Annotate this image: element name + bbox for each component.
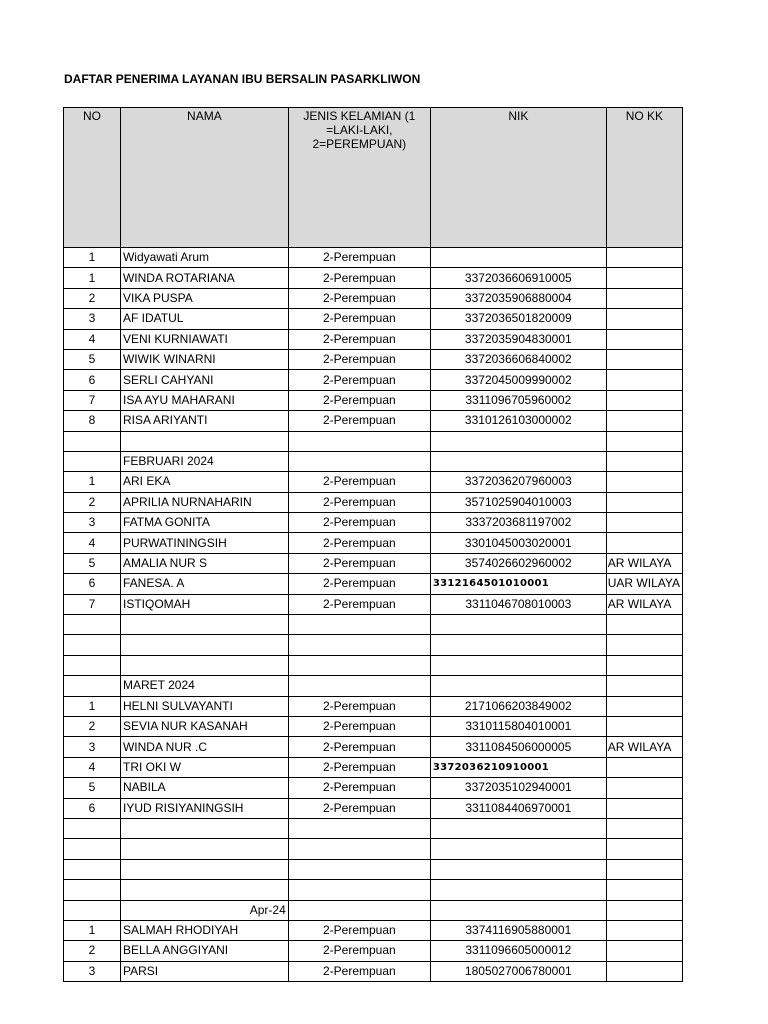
- cell-nama[interactable]: AMALIA NUR S: [120, 553, 288, 573]
- cell-no[interactable]: 1: [64, 920, 121, 940]
- cell-no[interactable]: 3: [64, 737, 121, 757]
- cell-jenis-kelamin[interactable]: 2-Perempuan: [288, 737, 430, 757]
- cell-nama[interactable]: [120, 615, 288, 635]
- cell-jenis-kelamin[interactable]: 2-Perempuan: [288, 513, 430, 533]
- cell-nama[interactable]: VIKA PUSPA: [120, 288, 288, 308]
- cell-nik[interactable]: 3372036606910005: [430, 268, 606, 288]
- table-row: [64, 390, 683, 410]
- cell-jenis-kelamin[interactable]: 2-Perempuan: [288, 288, 430, 308]
- cell-no[interactable]: 8: [64, 411, 121, 431]
- cell-jenis-kelamin[interactable]: 2-Perempuan: [288, 492, 430, 512]
- cell-no-kk[interactable]: [606, 778, 682, 798]
- cell-no[interactable]: 1: [64, 268, 121, 288]
- cell-nama[interactable]: [120, 839, 288, 859]
- cell-jenis-kelamin[interactable]: [288, 676, 430, 696]
- table-row: [64, 513, 683, 533]
- cell-nama[interactable]: HELNI SULVAYANTI: [120, 696, 288, 716]
- cell-no-kk[interactable]: [606, 288, 682, 308]
- cell-no[interactable]: [64, 676, 121, 696]
- cell-jenis-kelamin[interactable]: 2-Perempuan: [288, 248, 430, 268]
- cell-no[interactable]: 3: [64, 513, 121, 533]
- cell-jenis-kelamin[interactable]: 2-Perempuan: [288, 329, 430, 349]
- table-row: [64, 880, 683, 900]
- cell-nama[interactable]: SALMAH RHODIYAH: [120, 920, 288, 940]
- cell-no[interactable]: [64, 859, 121, 879]
- cell-nama[interactable]: [120, 431, 288, 451]
- table-row: [64, 248, 683, 268]
- cell-nik[interactable]: 3312164501010001: [430, 574, 606, 594]
- cell-no[interactable]: 1: [64, 472, 121, 492]
- table-row: [64, 737, 683, 757]
- cell-nik[interactable]: 2171066203849002: [430, 696, 606, 716]
- cell-jenis-kelamin[interactable]: [288, 655, 430, 675]
- cell-nama[interactable]: ARI EKA: [120, 472, 288, 492]
- cell-jenis-kelamin[interactable]: 2-Perempuan: [288, 778, 430, 798]
- cell-nama[interactable]: WINDA ROTARIANA: [120, 268, 288, 288]
- table-row: [64, 716, 683, 736]
- table-row: [64, 818, 683, 838]
- cell-no-kk[interactable]: [606, 920, 682, 940]
- cell-nik[interactable]: 3301045003020001: [430, 533, 606, 553]
- cell-nama[interactable]: AF IDATUL: [120, 309, 288, 329]
- cell-nama[interactable]: [120, 655, 288, 675]
- cell-no[interactable]: [64, 655, 121, 675]
- cell-nik[interactable]: 3372045009990002: [430, 370, 606, 390]
- cell-no-kk[interactable]: [606, 492, 682, 512]
- cell-nik[interactable]: [430, 635, 606, 655]
- cell-nama[interactable]: WINDA NUR .C: [120, 737, 288, 757]
- cell-nik[interactable]: 3310126103000002: [430, 411, 606, 431]
- cell-nama[interactable]: VENI KURNIAWATI: [120, 329, 288, 349]
- cell-nik[interactable]: 3372036207960003: [430, 472, 606, 492]
- cell-jenis-kelamin[interactable]: [288, 900, 430, 920]
- cell-no-kk[interactable]: [606, 961, 682, 981]
- cell-no[interactable]: 4: [64, 533, 121, 553]
- cell-no-kk[interactable]: [606, 248, 682, 268]
- cell-jenis-kelamin[interactable]: 2-Perempuan: [288, 961, 430, 981]
- cell-nama[interactable]: SERLI CAHYANI: [120, 370, 288, 390]
- cell-nama[interactable]: [120, 859, 288, 879]
- cell-nik[interactable]: 3372036501820009: [430, 309, 606, 329]
- cell-nik[interactable]: [430, 655, 606, 675]
- table-row: [64, 329, 683, 349]
- cell-no-kk[interactable]: [606, 880, 682, 900]
- cell-nama[interactable]: ISA AYU MAHARANI: [120, 390, 288, 410]
- cell-nama[interactable]: NABILA: [120, 778, 288, 798]
- cell-jenis-kelamin[interactable]: [288, 451, 430, 471]
- table-row: [64, 268, 683, 288]
- cell-no-kk[interactable]: [606, 349, 682, 369]
- cell-no[interactable]: 3: [64, 961, 121, 981]
- cell-no-kk[interactable]: [606, 268, 682, 288]
- cell-no[interactable]: 5: [64, 778, 121, 798]
- cell-no-kk[interactable]: [606, 635, 682, 655]
- cell-nama[interactable]: Widyawati Arum: [120, 248, 288, 268]
- cell-no[interactable]: 1: [64, 696, 121, 716]
- table-row: [64, 696, 683, 716]
- cell-no[interactable]: [64, 839, 121, 859]
- cell-no-kk[interactable]: [606, 716, 682, 736]
- cell-no-kk[interactable]: [606, 900, 682, 920]
- cell-nik[interactable]: 3374116905880001: [430, 920, 606, 940]
- cell-no-kk[interactable]: UAR WILAYA: [606, 574, 682, 594]
- cell-no-kk[interactable]: [606, 818, 682, 838]
- table-row: [64, 411, 683, 431]
- cell-nama[interactable]: ISTIQOMAH: [120, 594, 288, 614]
- header-row: [64, 108, 683, 248]
- table-row: [64, 961, 683, 981]
- cell-nama[interactable]: APRILIA NURNAHARIN: [120, 492, 288, 512]
- cell-jenis-kelamin[interactable]: 2-Perempuan: [288, 370, 430, 390]
- cell-nama[interactable]: IYUD RISIYANINGSIH: [120, 798, 288, 818]
- cell-no-kk[interactable]: [606, 798, 682, 818]
- cell-no-kk[interactable]: [606, 859, 682, 879]
- cell-nama[interactable]: TRI OKI W: [120, 757, 288, 777]
- cell-nama[interactable]: FANESA. A: [120, 574, 288, 594]
- header-nama: NAMA: [120, 108, 288, 248]
- cell-jenis-kelamin[interactable]: 2-Perempuan: [288, 533, 430, 553]
- cell-nama[interactable]: SEVIA NUR KASANAH: [120, 716, 288, 736]
- cell-no-kk[interactable]: [606, 615, 682, 635]
- cell-nik[interactable]: [430, 451, 606, 471]
- cell-no[interactable]: 3: [64, 309, 121, 329]
- cell-no-kk[interactable]: [606, 839, 682, 859]
- cell-no-kk[interactable]: AR WILAYA: [606, 737, 682, 757]
- cell-jenis-kelamin[interactable]: 2-Perempuan: [288, 594, 430, 614]
- cell-no[interactable]: 6: [64, 798, 121, 818]
- table-row: [64, 757, 683, 777]
- table-row: [64, 492, 683, 512]
- cell-jenis-kelamin[interactable]: 2-Perempuan: [288, 411, 430, 431]
- recipient-table: [63, 107, 683, 982]
- cell-nama[interactable]: [120, 635, 288, 655]
- document-title: DAFTAR PENERIMA LAYANAN IBU BERSALIN PASARKLIWON: [64, 72, 421, 86]
- table-row: [64, 920, 683, 940]
- cell-nik[interactable]: [430, 880, 606, 900]
- cell-jenis-kelamin[interactable]: 2-Perempuan: [288, 757, 430, 777]
- cell-nik[interactable]: 3311046708010003: [430, 594, 606, 614]
- cell-jenis-kelamin[interactable]: [288, 431, 430, 451]
- table-row: [64, 615, 683, 635]
- cell-no-kk[interactable]: [606, 472, 682, 492]
- cell-nik[interactable]: [430, 676, 606, 696]
- cell-nik[interactable]: 3337203681197002: [430, 513, 606, 533]
- table-row: [64, 839, 683, 859]
- cell-nik[interactable]: 3372035906880004: [430, 288, 606, 308]
- table-row: [64, 533, 683, 553]
- cell-no[interactable]: [64, 900, 121, 920]
- table-row: [64, 574, 683, 594]
- cell-jenis-kelamin[interactable]: 2-Perempuan: [288, 574, 430, 594]
- table-row: [64, 472, 683, 492]
- cell-no[interactable]: [64, 818, 121, 838]
- cell-no-kk[interactable]: [606, 370, 682, 390]
- cell-nik[interactable]: 3372036210910001: [430, 757, 606, 777]
- cell-jenis-kelamin[interactable]: 2-Perempuan: [288, 798, 430, 818]
- cell-nik[interactable]: [430, 818, 606, 838]
- table-row: [64, 594, 683, 614]
- cell-no[interactable]: 2: [64, 288, 121, 308]
- table-row: [64, 941, 683, 961]
- cell-jenis-kelamin[interactable]: 2-Perempuan: [288, 920, 430, 940]
- cell-no[interactable]: [64, 880, 121, 900]
- cell-no[interactable]: 5: [64, 553, 121, 573]
- cell-nik[interactable]: [430, 900, 606, 920]
- table-row: [64, 431, 683, 451]
- cell-nama[interactable]: MARET 2024: [120, 676, 288, 696]
- table-row: [64, 288, 683, 308]
- table-row: [64, 349, 683, 369]
- cell-nik[interactable]: 3372035102940001: [430, 778, 606, 798]
- cell-nik[interactable]: 3372036606840002: [430, 349, 606, 369]
- cell-jenis-kelamin[interactable]: [288, 635, 430, 655]
- table-row: [64, 635, 683, 655]
- cell-no[interactable]: [64, 451, 121, 471]
- cell-no-kk[interactable]: [606, 513, 682, 533]
- cell-jenis-kelamin[interactable]: [288, 859, 430, 879]
- cell-no-kk[interactable]: [606, 390, 682, 410]
- cell-nama[interactable]: BELLA ANGGIYANI: [120, 941, 288, 961]
- table-row: [64, 900, 683, 920]
- cell-no-kk[interactable]: [606, 757, 682, 777]
- cell-no-kk[interactable]: AR WILAYA: [606, 594, 682, 614]
- cell-nama[interactable]: RISA ARIYANTI: [120, 411, 288, 431]
- cell-no-kk[interactable]: [606, 309, 682, 329]
- cell-nik[interactable]: 3311084506000005: [430, 737, 606, 757]
- cell-nik[interactable]: 1805027006780001: [430, 961, 606, 981]
- header-no: NO: [64, 108, 121, 248]
- cell-nama[interactable]: PURWATININGSIH: [120, 533, 288, 553]
- cell-jenis-kelamin[interactable]: 2-Perempuan: [288, 696, 430, 716]
- cell-nik[interactable]: [430, 431, 606, 451]
- cell-no[interactable]: [64, 615, 121, 635]
- cell-nik[interactable]: [430, 248, 606, 268]
- cell-no[interactable]: 5: [64, 349, 121, 369]
- table-row: [64, 798, 683, 818]
- cell-no[interactable]: [64, 635, 121, 655]
- table-row: [64, 778, 683, 798]
- cell-jenis-kelamin[interactable]: [288, 839, 430, 859]
- cell-no-kk[interactable]: [606, 533, 682, 553]
- cell-no[interactable]: 2: [64, 492, 121, 512]
- cell-no-kk[interactable]: [606, 696, 682, 716]
- cell-no[interactable]: 6: [64, 370, 121, 390]
- cell-nik[interactable]: 3310115804010001: [430, 716, 606, 736]
- cell-no[interactable]: 1: [64, 248, 121, 268]
- cell-jenis-kelamin[interactable]: 2-Perempuan: [288, 390, 430, 410]
- cell-nama[interactable]: FEBRUARI 2024: [120, 451, 288, 471]
- cell-no[interactable]: 4: [64, 329, 121, 349]
- table-row: [64, 370, 683, 390]
- cell-jenis-kelamin[interactable]: [288, 818, 430, 838]
- cell-nama[interactable]: WIWIK WINARNI: [120, 349, 288, 369]
- cell-no-kk[interactable]: [606, 451, 682, 471]
- cell-jenis-kelamin[interactable]: 2-Perempuan: [288, 472, 430, 492]
- cell-nama[interactable]: [120, 818, 288, 838]
- cell-no-kk[interactable]: [606, 655, 682, 675]
- cell-no-kk[interactable]: [606, 329, 682, 349]
- cell-no-kk[interactable]: [606, 941, 682, 961]
- table-row: [64, 655, 683, 675]
- cell-nik[interactable]: [430, 839, 606, 859]
- cell-nik[interactable]: 3311096605000012: [430, 941, 606, 961]
- table-row: [64, 859, 683, 879]
- cell-nik[interactable]: [430, 615, 606, 635]
- cell-nama[interactable]: Apr-24: [120, 900, 288, 920]
- table-row: [64, 309, 683, 329]
- cell-jenis-kelamin[interactable]: 2-Perempuan: [288, 716, 430, 736]
- cell-nama[interactable]: FATMA GONITA: [120, 513, 288, 533]
- cell-jenis-kelamin[interactable]: [288, 880, 430, 900]
- cell-no[interactable]: 7: [64, 390, 121, 410]
- cell-jenis-kelamin[interactable]: 2-Perempuan: [288, 268, 430, 288]
- spreadsheet: [63, 107, 683, 978]
- cell-nama[interactable]: PARSI: [120, 961, 288, 981]
- cell-no-kk[interactable]: [606, 411, 682, 431]
- cell-no-kk[interactable]: [606, 676, 682, 696]
- cell-jenis-kelamin[interactable]: 2-Perempuan: [288, 349, 430, 369]
- cell-nik[interactable]: [430, 859, 606, 879]
- cell-nik[interactable]: 3311084406970001: [430, 798, 606, 818]
- cell-no-kk[interactable]: [606, 431, 682, 451]
- cell-nik[interactable]: 3311096705960002: [430, 390, 606, 410]
- header-nik: NIK: [430, 108, 606, 248]
- cell-no[interactable]: 2: [64, 716, 121, 736]
- cell-no[interactable]: 7: [64, 594, 121, 614]
- cell-nama[interactable]: [120, 880, 288, 900]
- cell-nik[interactable]: 3571025904010003: [430, 492, 606, 512]
- cell-no[interactable]: 6: [64, 574, 121, 594]
- cell-no[interactable]: 4: [64, 757, 121, 777]
- header-jenis-kelamin: JENIS KELAMIAN (1 =LAKI-LAKI, 2=PEREMPUAN): [288, 108, 430, 248]
- table-row: [64, 553, 683, 573]
- cell-no[interactable]: [64, 431, 121, 451]
- cell-jenis-kelamin[interactable]: [288, 615, 430, 635]
- cell-jenis-kelamin[interactable]: 2-Perempuan: [288, 309, 430, 329]
- cell-no-kk[interactable]: AR WILAYA: [606, 553, 682, 573]
- cell-nik[interactable]: 3574026602960002: [430, 553, 606, 573]
- cell-nik[interactable]: 3372035904830001: [430, 329, 606, 349]
- table-row: [64, 451, 683, 471]
- cell-jenis-kelamin[interactable]: 2-Perempuan: [288, 941, 430, 961]
- header-no-kk: NO KK: [606, 108, 682, 248]
- cell-jenis-kelamin[interactable]: 2-Perempuan: [288, 553, 430, 573]
- table-row: [64, 676, 683, 696]
- cell-no[interactable]: 2: [64, 941, 121, 961]
